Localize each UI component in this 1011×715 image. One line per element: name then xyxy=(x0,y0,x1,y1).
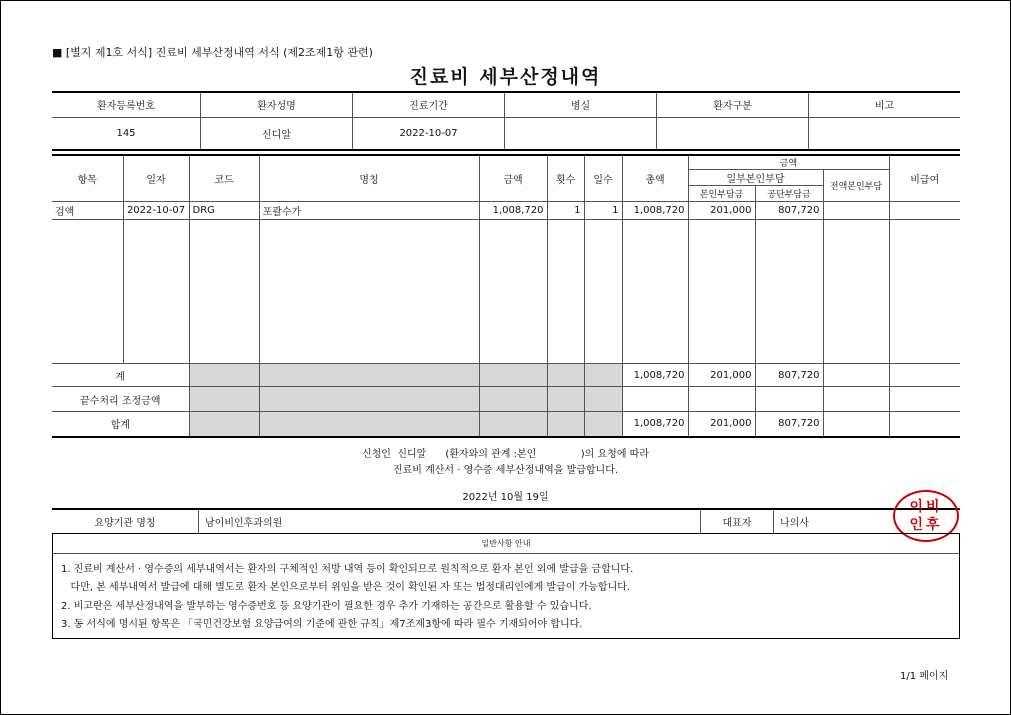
header-name: 명칭 xyxy=(259,155,479,202)
cell-price: 1,008,720 xyxy=(479,202,547,220)
header-period: 진료기간 xyxy=(353,92,505,117)
value-room xyxy=(505,117,657,150)
notice-box xyxy=(52,533,960,639)
cell-item: 검액 xyxy=(52,202,123,220)
issue-date: 2022년 10월 19일 xyxy=(462,492,549,503)
subtotal-total: 1,008,720 xyxy=(622,364,688,387)
header-full-self: 전액본인부담 xyxy=(823,170,889,202)
cell-public-pay: 807,720 xyxy=(755,202,823,220)
grand-total-public-pay: 807,720 xyxy=(755,412,823,437)
header-total: 총액 xyxy=(622,155,688,202)
table-row xyxy=(52,202,960,220)
stamp-line-2: 인후 xyxy=(909,517,943,533)
header-self-pay: 본인부담금 xyxy=(688,186,755,202)
cell-date: 2022-10-07 xyxy=(123,202,189,220)
notice-line-1: 1. 진료비 계산서 · 영수증의 세부내역서는 환자의 구체적인 처방 내역 등이 확인되므로 원칙적으로 환자 본인 외에 발급을 금합니다. xyxy=(61,564,634,575)
items-table xyxy=(52,154,960,438)
cell-non-covered xyxy=(889,202,960,220)
header-times: 횟수 xyxy=(547,155,584,202)
header-amount: 금액 xyxy=(688,155,889,170)
institution-name: 남이비인후과의원 xyxy=(199,509,701,533)
form-header: ■ [별지 제1호 서식] 진료비 세부산정내역 서식 (제2조제1항 관련) xyxy=(52,46,373,59)
notice-line-4: 3. 동 서식에 명시된 항목은 「국민건강보험 요양급여의 기준에 관한 규칙」제7조제3항에 따라 필수 기재되어야 합니다. xyxy=(61,619,583,630)
cell-times: 1 xyxy=(547,202,584,220)
empty-rows-area xyxy=(52,220,960,364)
stamp-line-1: 이비 xyxy=(909,499,943,515)
notice-line-3: 2. 비고란은 세부산정내역을 발부하는 영수증번호 등 요양기관이 필요한 경우 추가 기재하는 공간으로 활용할 수 있습니다. xyxy=(61,601,592,612)
subtotal-row xyxy=(52,364,960,387)
rounding-row xyxy=(52,387,960,412)
header-patient-type: 환자구분 xyxy=(657,92,809,117)
institution-table xyxy=(52,508,960,534)
header-reg-no: 환자등록번호 xyxy=(52,92,201,117)
value-patient-type xyxy=(657,117,809,150)
header-public-pay: 공단부담금 xyxy=(755,186,823,202)
notice-line-2: 다만, 본 세부내역서 발급에 대해 별도로 환자 본인으로부터 위임을 받은 것이 확인된 자 또는 법정대리인에게 발급이 가능합니다. xyxy=(61,582,631,593)
grand-total-total: 1,008,720 xyxy=(622,412,688,437)
request-line-1: 신청인 신디알 (환자와의 관계 :본인 )의 요청에 따라 xyxy=(361,449,650,460)
cell-self-pay: 201,000 xyxy=(688,202,755,220)
subtotal-self-pay: 201,000 xyxy=(688,364,755,387)
cell-total: 1,008,720 xyxy=(622,202,688,220)
subtotal-public-pay: 807,720 xyxy=(755,364,823,387)
grand-total-self-pay: 201,000 xyxy=(688,412,755,437)
header-non-covered: 비급여 xyxy=(889,155,960,202)
header-room: 병실 xyxy=(505,92,657,117)
request-line-2: 진료비 계산서 · 영수증 세부산정내역을 발급합니다. xyxy=(392,465,619,476)
value-period: 2022-10-07 xyxy=(353,117,505,150)
header-item: 항목 xyxy=(52,155,123,202)
page-title: 진료비 세부산정내역 xyxy=(409,66,602,88)
cell-name: 포괄수가 xyxy=(259,202,479,220)
header-patient-name: 환자성명 xyxy=(201,92,353,117)
page-number: 1/1 페이지 xyxy=(900,671,949,682)
patient-info-table xyxy=(52,91,960,151)
notice-title: 일반사항 안내 xyxy=(53,534,959,554)
subtotal-label: 계 xyxy=(52,364,189,387)
header-code: 코드 xyxy=(189,155,259,202)
header-copay: 일부본인부담 xyxy=(688,170,823,186)
value-reg-no: 145 xyxy=(52,117,201,150)
value-patient-name: 신디알 xyxy=(201,117,353,150)
cell-code: DRG xyxy=(189,202,259,220)
header-days: 일수 xyxy=(584,155,622,202)
header-date: 일자 xyxy=(123,155,189,202)
grand-total-row xyxy=(52,412,960,437)
value-remarks xyxy=(809,117,961,150)
cell-full-self xyxy=(823,202,889,220)
header-remarks: 비고 xyxy=(809,92,961,117)
grand-total-label: 합계 xyxy=(52,412,189,437)
header-price: 금액 xyxy=(479,155,547,202)
representative-label: 대표자 xyxy=(701,509,774,533)
cell-days: 1 xyxy=(584,202,622,220)
representative-name: 나의사 xyxy=(774,509,961,533)
rounding-label: 끝수처리 조정금액 xyxy=(52,387,189,412)
institution-label: 요양기관 명칭 xyxy=(52,509,199,533)
